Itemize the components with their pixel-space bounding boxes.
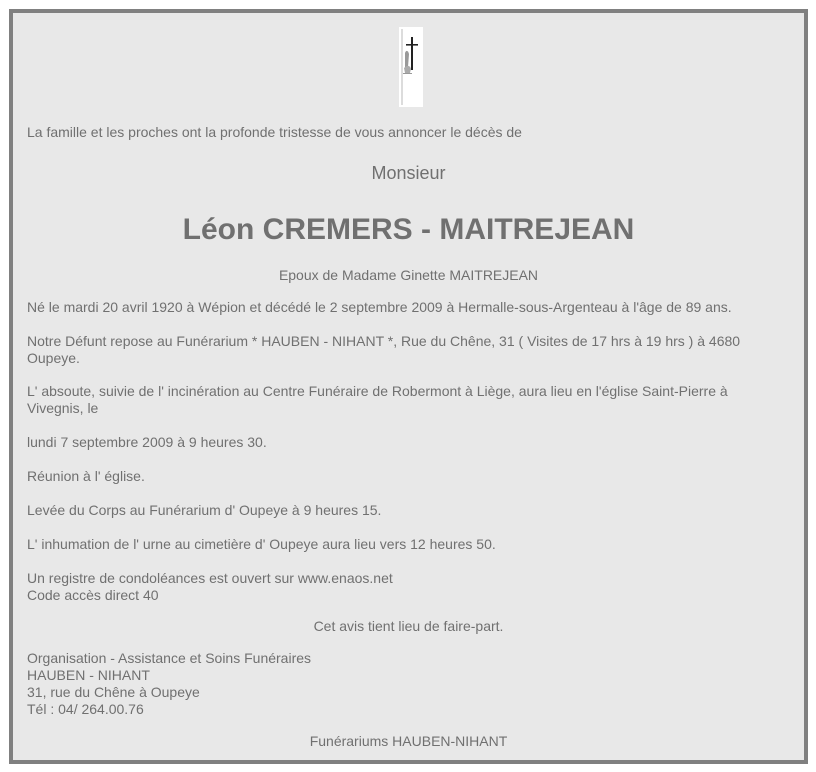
- footer-signature: Funérariums HAUBEN-NIHANT: [309, 733, 508, 749]
- birth-death-text: Né le mardi 20 avril 1920 à Wépion et décédé le 2 septembre 2009 à Hermalle-sous-Argenteau à l'âge de 89 ans.: [27, 299, 732, 315]
- intro-text: La famille et les proches ont la profonde tristesse de vous annoncer le décès de: [27, 124, 522, 140]
- notice-text: Cet avis tient lieu de faire-part.: [313, 618, 504, 634]
- burial-text: L' inhumation de l' urne au cimetière d' Oupeye aura lieu vers 12 heures 50.: [27, 536, 496, 552]
- service-line: L' absoute, suivie de l' incinération au Centre Funéraire de Robermont à Liège, aura lieu en l'église Saint-Pierre à: [27, 383, 728, 399]
- organisation-name: HAUBEN - NIHANT: [27, 667, 150, 683]
- service-line: Vivegnis, le: [27, 400, 99, 416]
- organisation-title: Organisation - Assistance et Soins Funéraires: [27, 650, 312, 666]
- register-text: Un registre de condoléances est ouvert sur www.enaos.net: [27, 570, 393, 586]
- meeting-text: Réunion à l' église.: [27, 468, 145, 484]
- spouse-text: Epoux de Madame Ginette MAITREJEAN: [278, 267, 539, 283]
- register-code: Code accès direct 40: [27, 587, 159, 603]
- removal-text: Levée du Corps au Funérarium d' Oupeye à 9 heures 15.: [27, 502, 382, 518]
- wake-line: Oupeye.: [27, 350, 80, 366]
- organisation-phone: Tél : 04/ 264.00.76: [27, 701, 144, 717]
- service-paragraph: [27, 383, 728, 417]
- wake-line: Notre Défunt repose au Funérarium * HAUBEN - NIHANT *, Rue du Chêne, 31 ( Visites de 17 hrs à 19 hrs ) à 4680: [27, 333, 741, 349]
- organisation-address: 31, rue du Chêne à Oupeye: [27, 684, 200, 700]
- service-date: lundi 7 septembre 2009 à 9 heures 30.: [27, 434, 267, 450]
- wake-paragraph: [27, 333, 740, 367]
- deceased-name: Léon CREMERS - MAITREJEAN: [182, 213, 635, 246]
- civility: Monsieur: [371, 163, 446, 183]
- death-notice-card: [9, 9, 808, 764]
- cross-icon: [399, 27, 423, 107]
